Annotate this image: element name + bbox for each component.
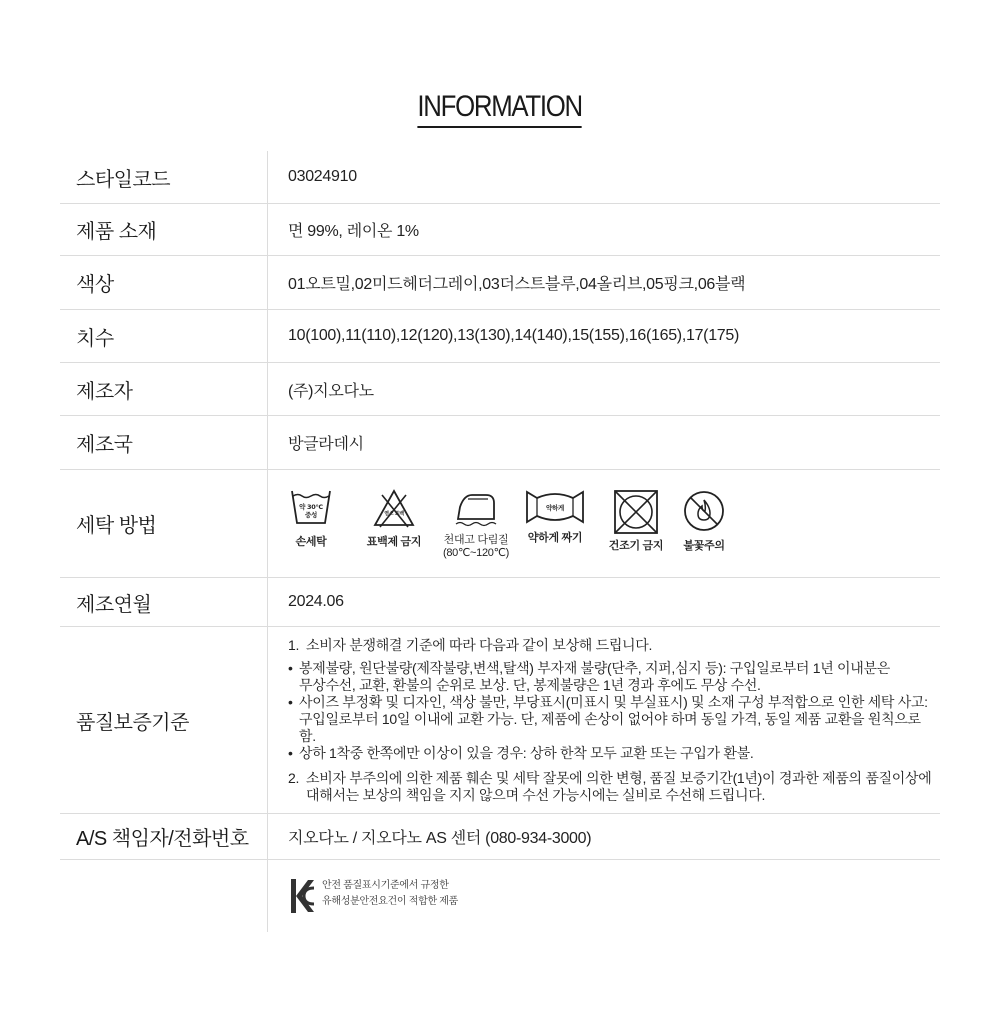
row-style-code [60, 151, 940, 204]
no-bleach-icon [373, 489, 415, 529]
kc-text [322, 878, 458, 910]
warranty-bullet-3 [288, 745, 753, 762]
warranty-item-2-line2: 대해서는 보상의 책임을 지지 않으며 수선 가능시에는 실비로 수선해 드립니다. [306, 786, 766, 803]
fire-caution-icon [682, 489, 726, 533]
hand-wash-temp: 약 30°C [299, 503, 323, 511]
kc-certification-icon [290, 878, 316, 914]
row-wash [60, 470, 940, 578]
warranty-item-2-line1: 소비자 부주의에 의한 제품 훼손 및 세탁 잘못에 의한 변형, 품질 보증기간(1년)이 경과한 제품의 품질이상에 [306, 769, 932, 786]
warranty-bullet-2 [288, 694, 940, 745]
row-material [60, 204, 940, 256]
warranty-item-2-num: 2. [288, 769, 300, 786]
row-as [60, 814, 940, 860]
size-label: 치수 [60, 310, 268, 362]
country-value: 방글라데시 [288, 436, 364, 453]
date-value: 2024.06 [288, 593, 344, 610]
wash-value [268, 470, 940, 577]
care-iron [436, 489, 516, 560]
care-gentle-wring [520, 489, 590, 545]
color-label: 색상 [60, 256, 268, 309]
care-icons [288, 487, 730, 560]
warranty-bullet-2-line1: 사이즈 부정확 및 디자인, 색상 불만, 부당표시(미표시 및 부실표시) 및 소재 구성 부적합으로 인한 세탁 사고: [299, 693, 928, 710]
size-value: 10(100),11(110),12(120),13(130),14(140),15(155),16(165),17(175) [288, 327, 740, 344]
warranty-item-1-num: 1. [288, 636, 300, 653]
bullet-mark: • [288, 659, 293, 676]
care-fire-caution [678, 489, 730, 553]
warranty-item-1 [288, 637, 652, 654]
warranty-bullet-2-line2: 구입일로부터 10일 이내에 교환 가능. 단, 제품에 손상이 없어야 하며 동일 가격, 동일 제품 교환을 원칙으로 함. [299, 710, 921, 744]
row-color [60, 256, 940, 310]
warranty-value [268, 627, 940, 813]
gentle-wring-label: 약하게 짜기 [527, 532, 583, 544]
hand-wash-detergent: 중성 [305, 511, 317, 519]
hand-wash-icon [290, 489, 332, 527]
color-value: 01오트밀,02미드헤더그레이,03더스트블루,04올리브,05핑크,06블랙 [288, 276, 746, 293]
bullet-mark: • [288, 693, 293, 710]
row-kc [60, 860, 940, 932]
row-warranty [60, 627, 940, 814]
kc-text-line2: 유해성분안전요건이 적합한 제품 [322, 896, 458, 907]
row-size [60, 310, 940, 363]
no-tumble-dry-icon [613, 489, 659, 535]
row-country [60, 416, 940, 470]
kc-text-line1: 안전 품질표시기준에서 규정한 [322, 880, 449, 891]
maker-label: 제조자 [60, 363, 268, 415]
as-value: 지오다노 / 지오다노 AS 센터 (080-934-3000) [288, 830, 592, 847]
wash-label: 세탁 방법 [60, 470, 268, 577]
iron-icon [454, 489, 498, 529]
warranty-bullet-1 [288, 660, 890, 694]
style-code-label: 스타일코드 [60, 151, 268, 203]
kc-label-empty [60, 860, 268, 932]
hand-wash-label: 손세탁 [295, 536, 327, 548]
row-date [60, 578, 940, 627]
material-label: 제품 소재 [60, 204, 268, 255]
warranty-bullet-1-line1: 봉제불량, 원단불량(제작불량,변색,탈색) 부자재 불량(단추, 지퍼,심지 등): 구입일로부터 1년 이내분은 [299, 659, 890, 676]
gentle-wring-text: 약하게 [546, 504, 564, 512]
style-code-value: 03024910 [288, 168, 357, 185]
iron-label: 천대고 다림질 [443, 534, 509, 546]
title-wrap [0, 90, 1000, 128]
maker-value: (주)지오다노 [288, 382, 374, 400]
warranty-bullet-1-line2: 무상수선, 교환, 환불의 순위로 보상. 단, 봉제불량은 1년 경과 후에도 무상 수선. [299, 676, 761, 693]
warranty-bullet-3-line1: 상하 1착중 한쪽에만 이상이 있을 경우: 상하 한착 모두 교환 또는 구입가 환불. [299, 744, 754, 761]
as-label: A/S 책임자/전화번호 [60, 814, 268, 859]
care-no-tumble-dry [604, 489, 668, 553]
info-table [60, 151, 940, 932]
kc-mark [268, 860, 940, 932]
fire-caution-label: 불꽃주의 [683, 540, 725, 552]
material-value: 면 99%, 레이온 1% [288, 223, 419, 240]
care-no-bleach [358, 489, 430, 549]
iron-temp-range: (80℃~120℃) [442, 547, 510, 559]
warranty-item-2 [288, 770, 931, 804]
date-label: 제조연월 [60, 578, 268, 626]
warranty-item-1-text: 소비자 분쟁해결 기준에 따라 다음과 같이 보상해 드립니다. [306, 636, 653, 653]
care-hand-wash [288, 489, 334, 549]
country-label: 제조국 [60, 416, 268, 469]
no-bleach-label: 표백제 금지 [366, 536, 422, 548]
bullet-mark: • [288, 744, 293, 761]
warranty-label: 품질보증기준 [60, 627, 268, 813]
no-tumble-dry-label: 건조기 금지 [608, 540, 664, 552]
page-title: INFORMATION [418, 90, 582, 128]
no-bleach-text: 염소 표백 [384, 511, 404, 517]
gentle-wring-icon [525, 489, 585, 525]
row-maker [60, 363, 940, 416]
